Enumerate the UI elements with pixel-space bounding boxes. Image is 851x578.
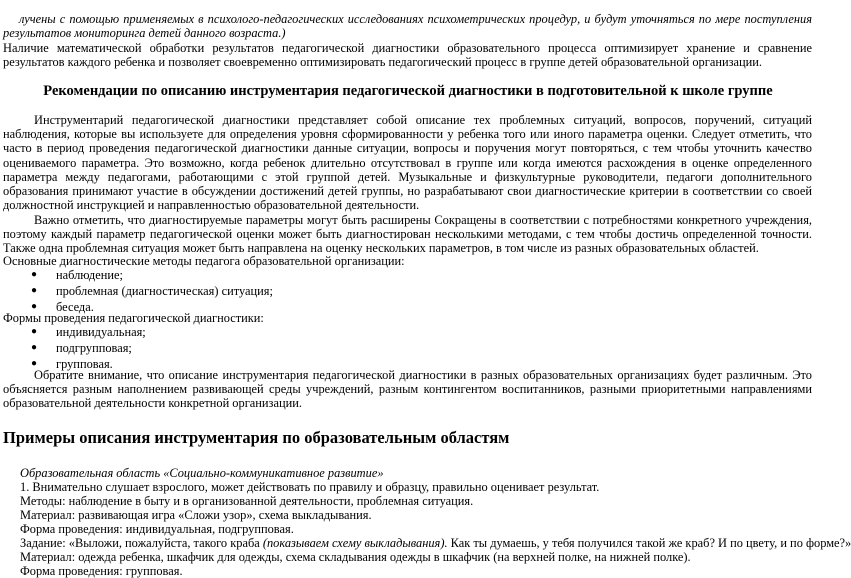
material-line: Материал: развивающая игра «Сложи узор», схема выкладывания. bbox=[20, 508, 372, 522]
bullet-icon: ● bbox=[31, 326, 38, 337]
form-line: Форма проведения: индивидуальная, подгрупповая. bbox=[20, 522, 294, 536]
list-item: ● групповая. bbox=[31, 357, 113, 371]
form-line-2: Форма проведения: групповая. bbox=[20, 564, 183, 578]
list-item: ● проблемная (диагностическая) ситуация; bbox=[31, 284, 273, 298]
paragraph-instruments: Инструментарий педагогической диагностики представляет собой описание тех проблемных ситуаций, вопросов, поручений, ситуаций наблюдения, которые вы используете для определения уровня сформированности у ребенка того или иного параметра оценки. Следует отметить, что часто в период проведения педагогической диагностики данные ситуации, вопросы и поручения могут повторяться, с тем чтобы уточнить качество оцениваемого параметра. Это возможно, когда ребенок длительно отсутствовал в группе или когда имеются расхождения в оценке определенного параметра между педагогами, работающими с этой группой детей. Музыкальные и физкультурные руководители, педагоги дополнительного образования принимают участие в обсуждении достижений детей группы, но разрабатывают свои диагностические критерии в соответствии со своей должностной инструкцией и направленностью образовательной деятельности. bbox=[3, 113, 812, 213]
methods-list bbox=[0, 267, 273, 315]
paragraph-note: Обратите внимание, что описание инструментария педагогической диагностики в разных образовательных организациях будет различным. Это объясняется разным наполнением развивающей среды учреждений, разным контингентом воспитанников, разными приоритетными направлениями образовательной деятельности конкретной организации. bbox=[3, 368, 812, 411]
heading-recommendations: Рекомендации по описанию инструментария педагогической диагностики в подготовительной к школе группе bbox=[43, 83, 773, 99]
list-item: ● индивидуальная; bbox=[31, 325, 146, 339]
list-item: ● подгрупповая; bbox=[31, 341, 132, 355]
methods-line: Методы: наблюдение в быту и в организованной деятельности, проблемная ситуация. bbox=[20, 494, 474, 508]
bullet-icon: ● bbox=[31, 358, 38, 369]
list-item: ● беседа. bbox=[31, 300, 94, 314]
material-line-2: Материал: одежда ребенка, шкафчик для одежды, схема складывания одежды в шкафчик (на верхней полке, на нижней полке). bbox=[20, 550, 691, 564]
bullet-icon: ● bbox=[31, 301, 38, 312]
item-1: 1. Внимательно слушает взрослого, может действовать по правилу и образцу, правильно оценивает результат. bbox=[20, 480, 600, 494]
methods-title: Основные диагностические методы педагога образовательной организации: bbox=[3, 254, 405, 268]
intro-paragraph: Наличие математической обработки результатов педагогической диагностики образовательного процесса оптимизирует хранение и сравнение результатов каждого ребенка и позволяет своевременно оптимизировать педагогический процесс в группе детей образовательной организации. bbox=[3, 41, 812, 70]
bullet-icon: ● bbox=[31, 342, 38, 353]
heading-examples: Примеры описания инструментария по образовательным областям bbox=[3, 428, 510, 447]
forms-title: Формы проведения педагогической диагностики: bbox=[3, 311, 264, 325]
task-line: Задание: «Выложи, пожалуйста, такого краба (показываем схему выкладывания). Как ты думаешь, у тебя получился такой же краб? И по цвету, и по форме?» bbox=[20, 536, 851, 550]
intro-italic-paragraph: лучены с помощью применяемых в психолого-педагогических исследованиях психометрических процедур, и будут уточняться по мере поступления результатов мониторинга детей данного возраста.) bbox=[3, 12, 812, 41]
area-title: Образовательная область «Социально-коммуникативное развитие» bbox=[20, 466, 384, 480]
paragraph-parameters: Важно отметить, что диагностируемые параметры могут быть расширены Сокращены в соответствии с потребностями конкретного учреждения, поэтому каждый параметр педагогической оценки может быть диагностирован несколькими методами, с тем чтобы достичь определенной точности. Также одна проблемная ситуация может быть направлена на оценку нескольких параметров, в том числе из разных образовательных областей. bbox=[3, 213, 812, 256]
forms-list bbox=[0, 324, 146, 372]
list-item: ● наблюдение; bbox=[31, 268, 123, 282]
bullet-icon: ● bbox=[31, 269, 38, 280]
bullet-icon: ● bbox=[31, 285, 38, 296]
